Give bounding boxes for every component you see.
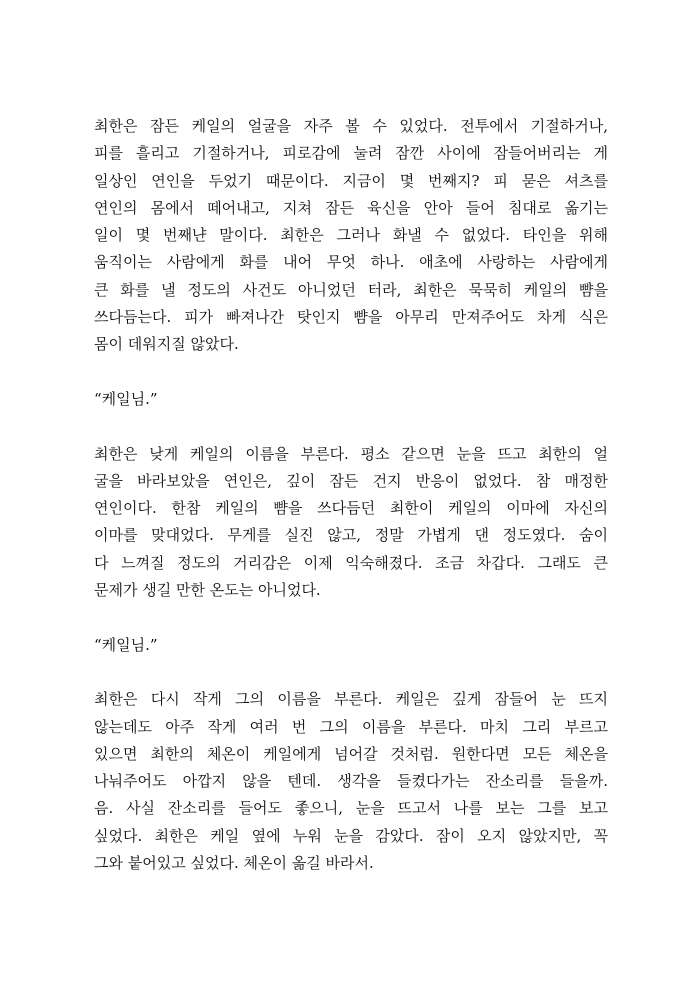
paragraph-line: 음. 사실 잔소리를 들어도 좋으니, 눈을 뜨고서 나를 보는 그를 보고	[94, 799, 608, 818]
paragraph-line: 쓰다듬는다. 피가 빠져나간 탓인지 뺨을 아무리 만져주어도 차게 식은	[94, 308, 608, 327]
dialogue-line-1: “케일님.”	[94, 389, 158, 408]
paragraph-line: 이마를 맞대었다. 무게를 실진 않고, 정말 가볍게 댄 정도였다. 숨이	[94, 526, 608, 545]
paragraph-line: 피를 흘리고 기절하거나, 피로감에 눌려 잠깐 사이에 잠들어버리는 게	[94, 144, 608, 163]
paragraph-line: 있으면 최한의 체온이 케일에게 넘어갈 것처럼. 원한다면 모든 체온을	[94, 744, 608, 763]
document-body	[94, 113, 608, 905]
paragraph-line: 나눠주어도 아깝지 않을 텐데. 생각을 들켰다가는 잔소리를 들을까.	[94, 772, 608, 791]
paragraph-line: 그와 붙어있고 싶었다. 체온이 옮길 바라서.	[94, 854, 374, 873]
paragraph-1	[94, 113, 608, 359]
paragraph-line: 싶었다. 최한은 케일 옆에 누워 눈을 감았다. 잠이 오지 않았지만, 꼭	[94, 826, 608, 845]
paragraph-line: 최한은 다시 작게 그의 이름을 부른다. 케일은 깊게 잠들어 눈 뜨지	[94, 690, 608, 709]
paragraph-line: 움직이는 사람에게 화를 내어 무엇 하나. 애초에 사랑하는 사람에게	[94, 253, 608, 272]
paragraph-line: 일이 몇 번째냔 말이다. 최한은 그러나 화낼 수 없었다. 타인을 위해	[94, 226, 608, 245]
paragraph-line: 다 느껴질 정도의 거리감은 이제 익숙해졌다. 조금 차갑다. 그래도 큰	[94, 553, 608, 572]
paragraph-line: 최한은 낮게 케일의 이름을 부른다. 평소 같으면 눈을 뜨고 최한의 얼	[94, 444, 608, 463]
paragraph-line: 굴을 바라보았을 연인은, 깊이 잠든 건지 반응이 없었다. 참 매정한	[94, 471, 608, 490]
paragraph-line: 연인이다. 한참 케일의 뺨을 쓰다듬던 최한이 케일의 이마에 자신의	[94, 499, 608, 518]
dialogue-line-2: “케일님.”	[94, 635, 158, 654]
paragraph-2	[94, 441, 608, 605]
paragraph-line: 큰 화를 낼 정도의 사건도 아니었던 터라, 최한은 묵묵히 케일의 뺨을	[94, 280, 608, 299]
paragraph-line: 연인의 몸에서 떼어내고, 지쳐 잠든 육신을 안아 들어 침대로 옮기는	[94, 198, 608, 217]
paragraph-line: 몸이 데워지질 않았다.	[94, 335, 239, 354]
paragraph-3	[94, 686, 608, 877]
paragraph-line: 최한은 잠든 케일의 얼굴을 자주 볼 수 있었다. 전투에서 기절하거나,	[94, 117, 608, 135]
paragraph-line: 일상인 연인을 두었기 때문이다. 지금이 몇 번째지? 피 묻은 셔츠를	[94, 171, 608, 190]
paragraph-line: 문제가 생길 만한 온도는 아니었다.	[94, 581, 321, 600]
paragraph-line: 않는데도 아주 작게 여러 번 그의 이름을 부른다. 마치 그리 부르고	[94, 717, 608, 736]
